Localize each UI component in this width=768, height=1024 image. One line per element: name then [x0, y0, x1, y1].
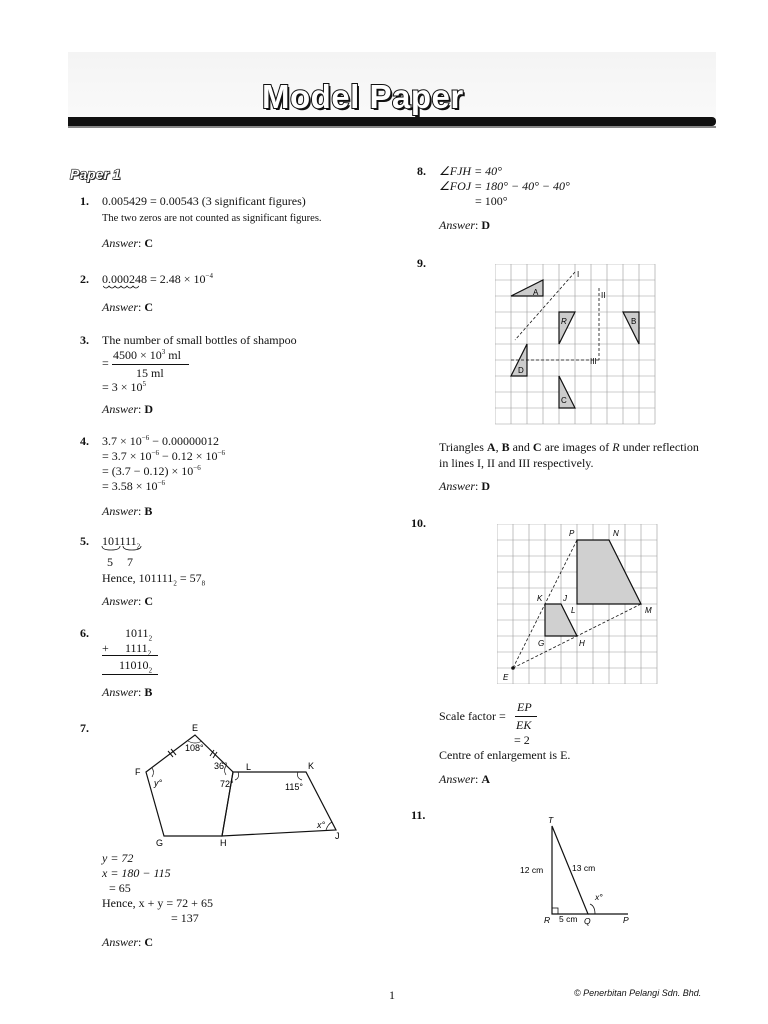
q1-note: The two zeros are not counted as significant figures.	[102, 213, 322, 224]
q6-plus: +	[102, 641, 109, 655]
q2-answer: Answer: C	[102, 300, 154, 314]
q10-label-L: L	[571, 606, 576, 615]
q10-answer: Answer: A	[439, 772, 491, 786]
q1-line: 0.005429 = 0.00543 (3 significant figures)	[102, 194, 306, 208]
q8-number: 8.	[417, 164, 426, 178]
q3-result: = $3 \times 10^5$	[102, 380, 147, 394]
q3-fraction-bar	[112, 364, 189, 365]
q7-label-E: E	[192, 723, 199, 733]
q7-label-H: H	[220, 838, 227, 848]
q9-label-C: C	[561, 396, 567, 405]
q11-label-T: T	[548, 815, 554, 825]
q10-label-E: E	[503, 673, 509, 682]
q7-label-L: L	[246, 762, 252, 772]
page-title: Model Paper	[262, 78, 464, 115]
q10-label-G: G	[538, 639, 545, 648]
q9-line-II: II	[601, 291, 606, 300]
q11-number: 11.	[411, 808, 426, 822]
q6-sum-line-top	[102, 655, 158, 656]
q5-answer: Answer: C	[102, 594, 154, 608]
q10-scale-numerator: EP	[517, 700, 532, 714]
q11-triangle-diagram	[515, 812, 645, 932]
q3-equals: =	[102, 356, 109, 370]
q11-label-P: P	[623, 915, 629, 925]
title-rule-shadow	[68, 126, 716, 128]
q7-angle-36: 36°	[214, 761, 228, 771]
q4-answer: Answer: B	[102, 504, 153, 518]
q6-row3: $11010_2$	[119, 658, 153, 675]
q7-diagram	[130, 720, 350, 850]
q9-label-D: D	[518, 366, 524, 375]
q7-label-K: K	[308, 761, 315, 771]
q4-number: 4.	[80, 434, 89, 448]
q11-side-13: 13 cm	[572, 863, 596, 873]
q7-line1: y = 72	[102, 851, 134, 865]
q10-label-P: P	[569, 529, 575, 538]
q3-denominator: 15 ml	[136, 366, 164, 380]
q10-scale-label: Scale factor =	[439, 709, 506, 723]
q3-number: 3.	[80, 333, 89, 347]
q4-line1: $3.7 \times 10^{-6} - 0.00000012$	[102, 434, 220, 448]
q9-number: 9.	[417, 256, 426, 270]
q10-label-N: N	[613, 529, 619, 538]
q2-wavy-underline	[103, 284, 139, 290]
q9-text1: Triangles A, B and C are images of R under reflection	[439, 440, 699, 454]
q9-answer: Answer: D	[439, 479, 491, 493]
q9-line-I: I	[577, 270, 580, 279]
q5-group-braces	[101, 545, 147, 553]
q7-label-F: F	[135, 767, 141, 777]
q1-answer: Answer: C	[102, 236, 154, 250]
q3-numerator: $4500 \times 10^3$ ml	[113, 348, 181, 362]
q8-answer: Answer: D	[439, 218, 491, 232]
q10-number: 10.	[411, 516, 426, 530]
q10-scale-bar	[515, 716, 537, 717]
q3-answer: Answer: D	[102, 402, 154, 416]
q11-label-Q: Q	[584, 916, 591, 926]
q7-angle-y: y°	[154, 778, 163, 788]
q6-answer: Answer: B	[102, 685, 153, 699]
q11-angle-x: x°	[595, 892, 603, 902]
q6-row2: $1111_2$	[125, 641, 152, 658]
section-heading: Paper 1	[70, 166, 121, 182]
q11-label-R: R	[544, 915, 551, 925]
title-rule	[68, 117, 716, 126]
q3-line: The number of small bottles of shampoo	[102, 333, 297, 347]
q11-side-5: 5 cm	[559, 914, 578, 924]
q2-line: $0.000248 = 2.48 \times 10^{-4}$	[102, 272, 213, 286]
q9-line-III: III	[590, 357, 597, 366]
q8-line2: ∠FOJ = 180° − 40° − 40°	[439, 179, 570, 193]
q8-line1: ∠FJH = 40°	[439, 164, 502, 178]
q10-scale-denominator: EK	[516, 718, 532, 732]
q5-result: Hence, $101111_2 = 57_8$	[102, 571, 206, 588]
q10-grid-diagram	[497, 524, 661, 684]
q7-angle-72: 72°	[220, 779, 234, 789]
q6-number: 6.	[80, 626, 89, 640]
q6-row1: $1011_2$	[125, 626, 153, 643]
q7-angle-115: 115°	[285, 782, 303, 792]
publisher-credit: © Penerbitan Pelangi Sdn. Bhd.	[574, 988, 702, 998]
q7-angle-x: x°	[317, 820, 326, 830]
page-number: 1	[389, 988, 395, 1002]
q1-number: 1.	[80, 194, 89, 208]
q8-line3: = 100°	[475, 194, 508, 208]
q4-line2: = $3.7 \times 10^{-6} - 0.12 \times 10^{-6}$	[102, 449, 225, 463]
q11-side-12: 12 cm	[520, 865, 544, 875]
q9-label-R: R	[561, 317, 567, 326]
q7-line4: Hence, x + y = 72 + 65	[102, 896, 213, 910]
q4-line4: = $3.58 \times 10^{-6}$	[102, 479, 165, 493]
q7-angle-108: 108°	[185, 743, 204, 753]
q7-line3: = 65	[109, 881, 131, 895]
q7-line5: = 137	[171, 911, 199, 925]
q5-group2: 7	[127, 555, 133, 569]
q5-group1: 5	[107, 555, 113, 569]
q9-label-A: A	[533, 288, 539, 297]
q9-grid-diagram	[495, 264, 659, 428]
q10-scale-result: = 2	[514, 733, 530, 747]
q7-label-J: J	[335, 831, 340, 841]
q2-number: 2.	[80, 272, 89, 286]
q7-label-G: G	[156, 838, 164, 848]
q10-label-K: K	[537, 594, 543, 603]
q10-label-M: M	[645, 606, 652, 615]
q10-label-H: H	[579, 639, 585, 648]
q7-number: 7.	[80, 721, 89, 735]
q10-centre: Centre of enlargement is E.	[439, 748, 571, 762]
q7-answer: Answer: C	[102, 935, 154, 949]
q5-number: 5.	[80, 534, 89, 548]
q4-line3: = $(3.7 - 0.12) \times 10^{-6}$	[102, 464, 201, 478]
q9-text2: in lines I, II and III respectively.	[439, 456, 594, 470]
q5-binary: $101111_2$	[102, 534, 141, 551]
q9-label-B: B	[631, 317, 637, 326]
q6-sum-line-bottom	[102, 674, 158, 675]
q10-label-J: J	[563, 594, 567, 603]
q7-line2: x = 180 − 115	[102, 866, 171, 880]
